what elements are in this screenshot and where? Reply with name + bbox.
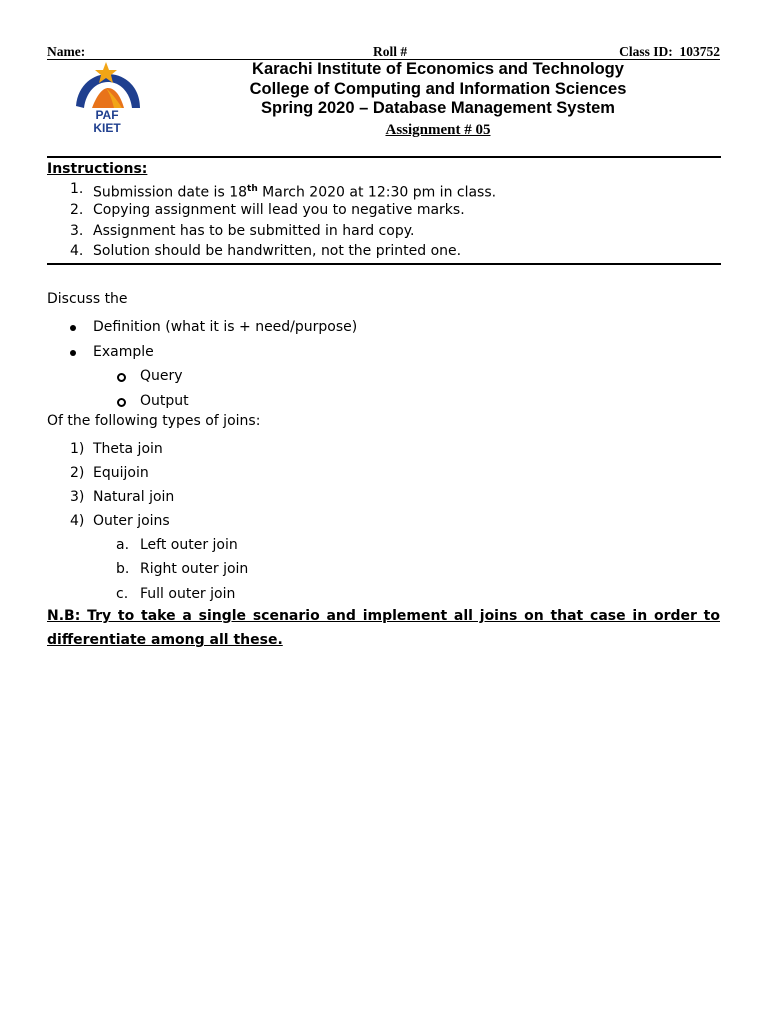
logo-graphic: [70, 62, 144, 136]
join-text: Natural join: [93, 489, 175, 506]
course-title: Spring 2020 – Database Management System: [261, 99, 615, 117]
class-id-label: Class ID:: [619, 44, 673, 59]
outer-join-letter: b.: [116, 561, 130, 578]
join-number: 2): [70, 465, 85, 482]
outer-join-letter: a.: [116, 537, 130, 554]
outer-join-letter: c.: [116, 585, 129, 602]
join-number: 4): [70, 513, 85, 530]
join-text: Theta join: [93, 441, 163, 457]
hollow-bullet-icon: [117, 398, 126, 407]
join-text: Equijoin: [93, 465, 149, 482]
instruction-number: 1.: [70, 181, 84, 197]
nota-bene-note: [47, 604, 720, 652]
nota-bene-line-2: differentiate among all these.: [47, 632, 283, 648]
hollow-bullet-icon: [117, 373, 126, 382]
logo-text-paf: PAF: [95, 108, 119, 122]
outer-join-text: Full outer join: [140, 585, 236, 602]
nota-bene-line-1: N.B: Try to take a single scenario and implement all joins on that case in order to: [47, 608, 720, 624]
institute-title: Karachi Institute of Economics and Technology: [252, 60, 624, 78]
bullet-text: Definition (what it is + need/purpose): [93, 319, 358, 335]
outer-join-text: Left outer join: [140, 537, 238, 554]
join-number: 1): [70, 441, 85, 457]
assignment-title: Assignment # 05: [385, 121, 491, 138]
instruction-number: 4.: [70, 243, 84, 260]
join-number: 3): [70, 489, 85, 506]
ordinal-suffix: th: [247, 184, 258, 194]
bullet-icon: [70, 350, 76, 356]
sub-bullet-text: Output: [140, 392, 189, 409]
college-title: College of Computing and Information Sciences: [249, 79, 627, 98]
name-label: Name:: [47, 44, 86, 59]
instruction-number: 2.: [70, 201, 84, 218]
instructions-heading: Instructions:: [47, 161, 148, 177]
title-block: [180, 60, 696, 141]
paf-kiet-logo: [70, 62, 144, 136]
class-id: [619, 44, 720, 60]
instruction-text-part: Submission date is 18: [93, 184, 248, 201]
instruction-text: Copying assignment will lead you to negative marks.: [93, 201, 465, 218]
join-text: Outer joins: [93, 513, 170, 530]
instruction-text-part: March 2020 at 12:30 pm in class.: [257, 184, 497, 201]
instruction-text: Assignment has to be submitted in hard copy.: [93, 222, 415, 239]
sub-bullet-text: Query: [140, 368, 183, 384]
instruction-text: Solution should be handwritten, not the printed one.: [93, 243, 462, 260]
discuss-text: Discuss the: [47, 291, 128, 307]
divider-top: [47, 156, 721, 158]
divider-bottom: [47, 263, 721, 265]
logo-text-kiet: KIET: [93, 121, 121, 135]
roll-label: Roll #: [373, 44, 408, 59]
bullet-text: Example: [93, 343, 154, 360]
bullet-icon: [70, 325, 76, 331]
joins-intro-text: Of the following types of joins:: [47, 413, 261, 429]
outer-join-text: Right outer join: [140, 561, 249, 578]
class-id-value: 103752: [679, 44, 720, 59]
instruction-number: 3.: [70, 222, 84, 239]
